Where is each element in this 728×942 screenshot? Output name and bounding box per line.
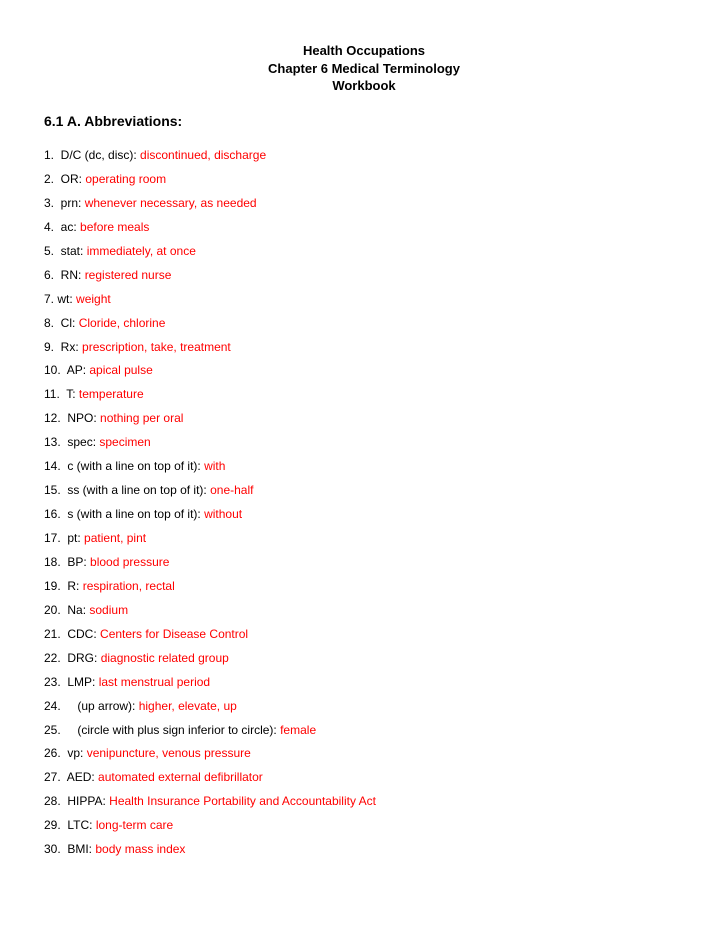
- abbreviation-item: [44, 385, 704, 409]
- abbreviation-item: [44, 361, 704, 385]
- abbreviation-answer: immediately, at once: [86, 243, 196, 258]
- abbreviation-term: 28. HIPPA:: [44, 794, 106, 809]
- abbreviation-term: 29. LTC:: [44, 818, 93, 833]
- abbreviation-answer: body mass index: [95, 842, 186, 857]
- abbreviation-term: 12. NPO:: [44, 411, 97, 426]
- abbreviation-term: 26. vp:: [44, 746, 84, 761]
- document-header: [0, 42, 728, 95]
- abbreviation-term: 8. Cl:: [44, 315, 76, 330]
- abbreviation-item: [44, 314, 704, 338]
- abbreviation-answer: whenever necessary, as needed: [84, 195, 257, 210]
- abbreviation-term: 4. ac:: [44, 219, 77, 234]
- abbreviation-term: 27. AED:: [44, 770, 95, 785]
- abbreviation-term: 15. ss (with a line on top of it):: [44, 483, 207, 498]
- abbreviation-term: 17. pt:: [44, 531, 81, 545]
- abbreviation-term: 6. RN:: [44, 267, 82, 282]
- abbreviation-term: 20. Na:: [44, 602, 87, 617]
- abbreviation-list: [44, 146, 704, 864]
- abbreviation-term: 9. Rx:: [44, 339, 79, 354]
- abbreviation-item: [44, 457, 704, 481]
- abbreviation-answer: nothing per oral: [100, 411, 184, 426]
- abbreviation-item: [44, 673, 704, 697]
- abbreviation-item: [44, 338, 704, 362]
- abbreviation-term: 10. AP:: [44, 363, 87, 378]
- abbreviation-answer: Centers for Disease Control: [100, 626, 249, 641]
- abbreviation-answer: last menstrual period: [98, 674, 211, 689]
- abbreviation-item: [44, 170, 704, 194]
- abbreviation-answer: diagnostic related group: [100, 650, 229, 665]
- abbreviation-item: [44, 601, 704, 625]
- abbreviation-answer: venipuncture, venous pressure: [86, 746, 251, 761]
- abbreviation-item: [44, 792, 704, 816]
- abbreviation-item: [44, 577, 704, 601]
- abbreviation-term: 5. stat:: [44, 243, 84, 258]
- abbreviation-answer: blood pressure: [90, 554, 170, 569]
- abbreviation-answer: one-half: [210, 483, 254, 498]
- abbreviation-item: [44, 744, 704, 768]
- section-heading: 6.1 A. Abbreviations:: [44, 113, 183, 129]
- abbreviation-item: [44, 625, 704, 649]
- abbreviation-item: [44, 553, 704, 577]
- abbreviation-term: 21. CDC:: [44, 626, 97, 641]
- abbreviation-item: [44, 218, 704, 242]
- abbreviation-answer: without: [204, 507, 243, 522]
- abbreviation-item: [44, 529, 704, 553]
- header-title: Health Occupations: [302, 43, 426, 58]
- abbreviation-item: [44, 433, 704, 457]
- abbreviation-item: [44, 266, 704, 290]
- abbreviation-term: 16. s (with a line on top of it):: [44, 507, 201, 522]
- abbreviation-term: 1. D/C (dc, disc):: [44, 148, 137, 162]
- abbreviation-answer: registered nurse: [84, 267, 172, 282]
- abbreviation-term: 2. OR:: [44, 171, 83, 186]
- abbreviation-item: [44, 649, 704, 673]
- abbreviation-answer: automated external defibrillator: [98, 770, 263, 785]
- abbreviation-answer: patient, pint: [84, 531, 147, 545]
- abbreviation-answer: Health Insurance Portability and Accountability Act: [109, 794, 376, 809]
- abbreviation-term: 22. DRG:: [44, 650, 98, 665]
- abbreviation-item: [44, 194, 704, 218]
- abbreviation-answer: specimen: [99, 435, 151, 450]
- header-chapter: Chapter 6 Medical Terminology: [268, 60, 460, 76]
- abbreviation-item: [44, 409, 704, 433]
- abbreviation-term: 7. wt:: [44, 291, 73, 306]
- abbreviation-item: [44, 505, 704, 529]
- abbreviation-term: 13. spec:: [44, 435, 97, 450]
- abbreviation-item: [44, 242, 704, 266]
- abbreviation-item: [44, 840, 704, 864]
- abbreviation-item: [44, 768, 704, 792]
- abbreviation-item: [44, 146, 704, 170]
- abbreviation-answer: weight: [76, 291, 111, 306]
- abbreviation-answer: with: [204, 459, 226, 474]
- abbreviation-answer: sodium: [89, 602, 129, 617]
- abbreviation-item: [44, 721, 704, 745]
- abbreviation-answer: discontinued, discharge: [140, 148, 267, 162]
- abbreviation-item: [44, 816, 704, 840]
- abbreviation-item: [44, 697, 704, 721]
- abbreviation-answer: prescription, take, treatment: [82, 339, 231, 354]
- abbreviation-answer: Cloride, chlorine: [78, 315, 166, 330]
- abbreviation-term: 25. (circle with plus sign inferior to circle):: [44, 722, 277, 737]
- abbreviation-item: [44, 481, 704, 505]
- abbreviation-term: 11. T:: [44, 387, 76, 402]
- abbreviation-answer: before meals: [80, 219, 150, 234]
- abbreviation-item: [44, 290, 704, 314]
- abbreviation-answer: long-term care: [95, 818, 174, 833]
- abbreviation-term: 3. prn:: [44, 195, 82, 210]
- abbreviation-answer: respiration, rectal: [82, 578, 175, 593]
- abbreviation-answer: higher, elevate, up: [138, 698, 237, 713]
- abbreviation-term: 30. BMI:: [44, 842, 93, 857]
- abbreviation-term: 23. LMP:: [44, 674, 96, 689]
- abbreviation-term: 24. (up arrow):: [44, 698, 136, 713]
- abbreviation-answer: temperature: [78, 387, 144, 402]
- abbreviation-term: 19. R:: [44, 578, 80, 593]
- abbreviation-answer: apical pulse: [89, 363, 153, 378]
- header-subtitle: Workbook: [332, 78, 396, 93]
- abbreviation-answer: operating room: [85, 171, 167, 186]
- abbreviation-term: 18. BP:: [44, 554, 87, 569]
- abbreviation-term: 14. c (with a line on top of it):: [44, 459, 201, 474]
- abbreviation-answer: female: [280, 722, 317, 737]
